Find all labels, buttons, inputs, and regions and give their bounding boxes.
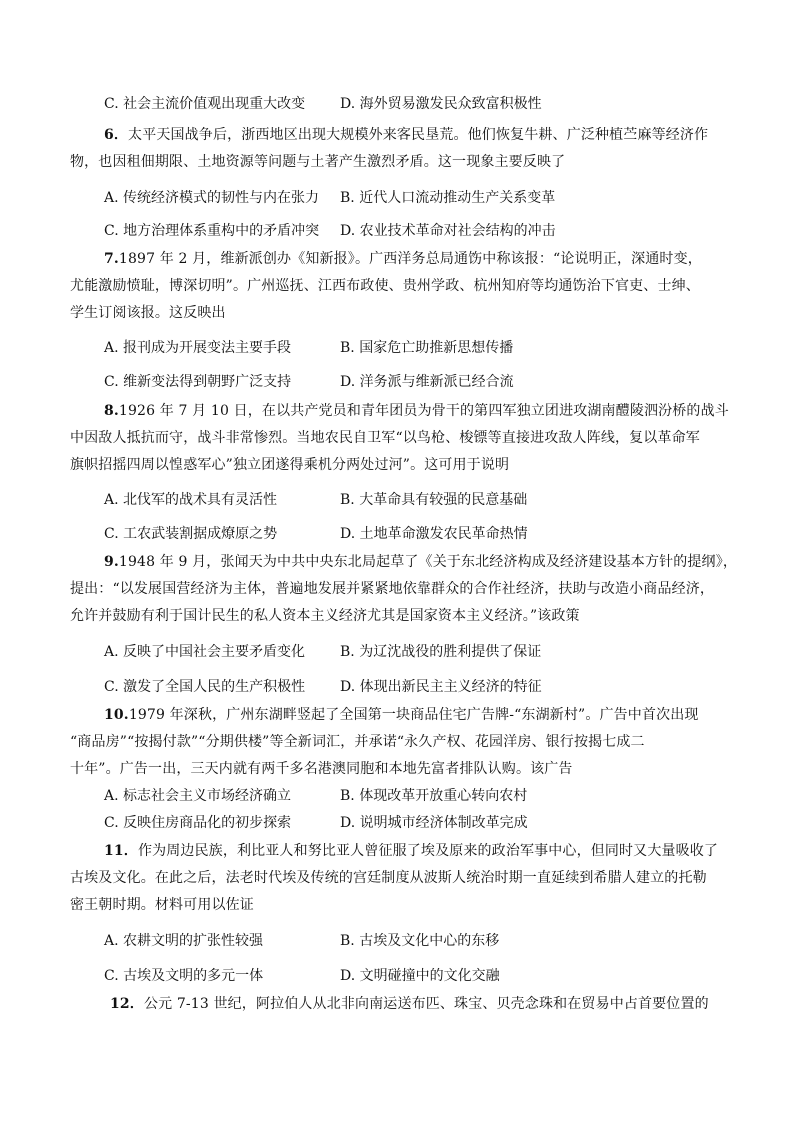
q10-number: 10. — [104, 707, 129, 723]
q9-stem-line-3: 允许并鼓励有利于国计民生的私人资本主义经济尤其是国家资本主义经济。”该政策 — [70, 608, 580, 624]
q6-option-c: C. 地方治理体系重构中的矛盾冲突 — [104, 223, 320, 239]
q8-stem-line-2: 中因敌人抵抗而守，战斗非常惨烈。当地农民自卫军“以鸟枪、梭镖等直接进攻敌人阵线，复以革命军 — [70, 430, 700, 446]
q11-option-a: A. 农耕文明的扩张性较强 — [104, 933, 264, 949]
q6-option-b: B. 近代人口流动推动生产关系变革 — [340, 190, 556, 206]
q7-option-b: B. 国家危亡助推新思想传播 — [340, 340, 514, 356]
q7-stem-line-1: 7.1897 年 2 月，维新派创办《知新报》。广西洋务总局通饬中称该报：“论说明正，深通时变， — [104, 251, 702, 267]
q6-stem-line-1: 6．太平天国战争后，浙西地区出现大规模外来客民垦荒。他们恢复牛耕、广泛种植苎麻等经济作 — [104, 127, 709, 143]
q10-option-d: D. 说明城市经济体制改革完成 — [340, 815, 528, 831]
q8-option-a: A. 北伐军的战术具有灵活性 — [104, 492, 278, 508]
q5-option-c: C. 社会主流价值观出现重大改变 — [104, 96, 306, 112]
q8-option-b: B. 大革命具有较强的民意基础 — [340, 492, 528, 508]
q5-option-d: D. 海外贸易激发民众致富积极性 — [340, 96, 542, 112]
q11-stem-line-3: 密王朝时期。材料可用以佐证 — [70, 897, 254, 913]
q7-option-d: D. 洋务派与维新派已经合流 — [340, 374, 514, 390]
q10-stem-line-2: “商品房”“按揭付款”“分期供楼”等全新词汇，并承诺“永久产权、花园洋房、银行按揭七成二 — [70, 734, 645, 750]
q7-option-a: A. 报刊成为开展变法主要手段 — [104, 340, 292, 356]
q11-number: 11． — [104, 843, 138, 859]
q6-stem-line-2: 物，也因租佃期限、土地资源等问题与土著产生激烈矛盾。这一现象主要反映了 — [70, 154, 566, 170]
q7-stem-line-2: 尤能激励愤耻，博深切明”。广州巡抚、江西布政使、贵州学政、杭州知府等均通饬治下官吏、士绅、 — [70, 278, 700, 294]
q7-stem-line-3: 学生订阅该报。这反映出 — [70, 305, 226, 321]
q12-stem-line-1: 12．公元 7-13 世纪，阿拉伯人从北非向南运送布匹、珠宝、贝壳念珠和在贸易中占首要位置的 — [110, 996, 709, 1012]
q10-option-c: C. 反映住房商品化的初步探索 — [104, 815, 292, 831]
q8-stem-line-3: 旗帜招摇四周以惶惑军心”独立团遂得乘机分两处过河”。这可用于说明 — [70, 457, 510, 473]
q10-stem-line-3: 十年”。广告一出，三天内就有两千多名港澳同胞和本地先富者排队认购。该广告 — [70, 761, 573, 777]
q12-number: 12． — [110, 996, 144, 1012]
q6-option-a: A. 传统经济模式的韧性与内在张力 — [104, 190, 320, 206]
q9-stem-line-2: 提出：“以发展国营经济为主体，普遍地发展并紧紧地依靠群众的合作社经济，扶助与改造小商品经济， — [70, 581, 715, 597]
q9-stem-line-1: 9.1948 年 9 月，张闻天为中共中央东北局起草了《关于东北经济构成及经济建设基本方针的提纲》， — [104, 554, 738, 570]
q8-stem-line-1: 8.1926 年 7 月 10 日，在以共产党员和青年团员为骨干的第四军独立团进攻湖南醴陵泗汾桥的战斗 — [104, 403, 729, 419]
q9-number: 9. — [104, 554, 119, 570]
q10-option-a: A. 标志社会主义市场经济确立 — [104, 788, 292, 804]
q11-stem-line-1: 11．作为周边民族，利比亚人和努比亚人曾征服了埃及原来的政治军事中心，但同时又大量吸收了 — [104, 843, 719, 859]
q7-number: 7. — [104, 251, 119, 267]
q11-option-d: D. 文明碰撞中的文化交融 — [340, 968, 500, 984]
q6-option-d: D. 农业技术革命对社会结构的冲击 — [340, 223, 556, 239]
q8-option-c: C. 工农武装割据成燎原之势 — [104, 526, 278, 542]
q9-option-b: B. 为辽沈战役的胜利提供了保证 — [340, 644, 542, 660]
q6-number: 6． — [104, 127, 129, 143]
q7-option-c: C. 维新变法得到朝野广泛支持 — [104, 374, 292, 390]
q9-option-c: C. 激发了全国人民的生产积极性 — [104, 679, 306, 695]
q10-stem-line-1: 10.1979 年深秋，广州东湖畔竖起了全国第一块商品住宅广告牌-“东湖新村”。广告中首次出现 — [104, 707, 699, 723]
q9-option-d: D. 体现出新民主主义经济的特征 — [340, 679, 542, 695]
q8-number: 8. — [104, 403, 119, 419]
q10-option-b: B. 体现改革开放重心转向农村 — [340, 788, 528, 804]
q8-option-d: D. 土地革命激发农民革命热情 — [340, 526, 528, 542]
q11-option-b: B. 古埃及文化中心的东移 — [340, 933, 500, 949]
q11-stem-line-2: 古埃及文化。在此之后，法老时代埃及传统的宫廷制度从波斯人统治时期一直延续到希腊人建立的托勒 — [70, 870, 707, 886]
q11-option-c: C. 古埃及文明的多元一体 — [104, 968, 264, 984]
q9-option-a: A. 反映了中国社会主要矛盾变化 — [104, 644, 306, 660]
